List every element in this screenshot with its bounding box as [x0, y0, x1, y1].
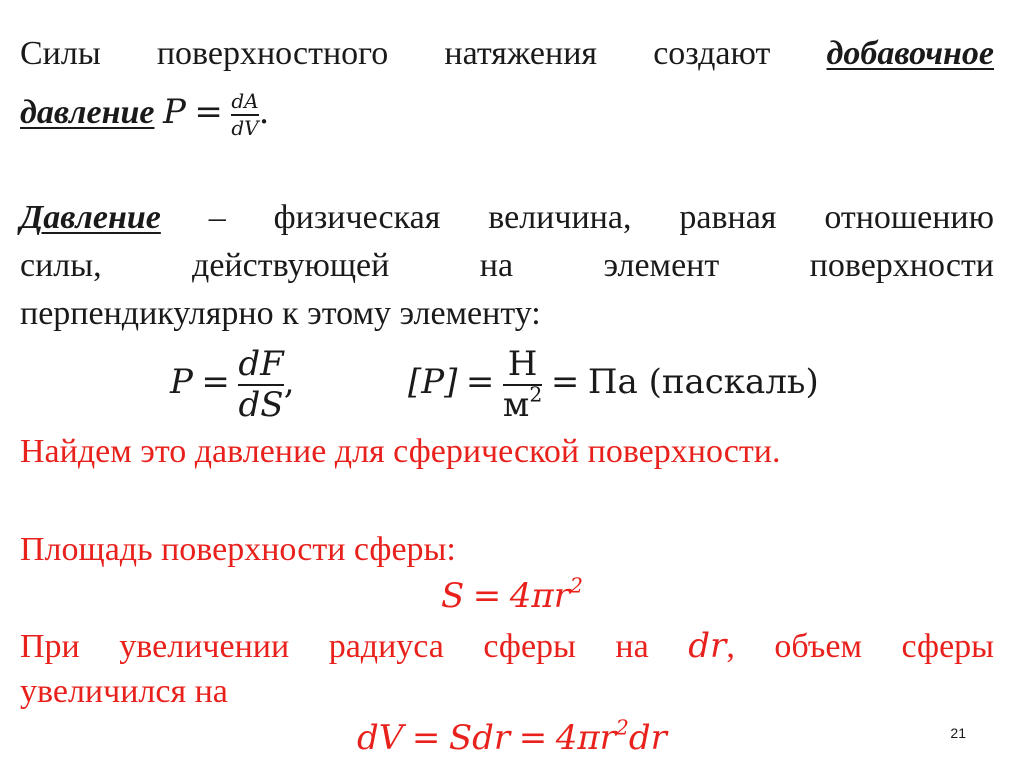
unit-name: Па (паскаль) [587, 362, 819, 402]
sphere-area-label: Площадь поверхности сферы: [20, 531, 456, 568]
formula-p-eq: = [194, 92, 223, 132]
fraction-denominator: dV [231, 116, 259, 141]
pressure-numerator: dF [238, 343, 284, 384]
unit-den-exp: 2 [529, 382, 543, 407]
increase-text-a: При увеличении радиуса сферы на [20, 628, 649, 665]
intro-line-2 [20, 84, 994, 140]
slide-number: 21 [950, 725, 966, 741]
sphere-area-rhs [509, 573, 583, 616]
sphere-area-rhs-exp: 2 [570, 573, 583, 598]
pressure-formula [170, 340, 295, 425]
formula-p-lhs: P [162, 92, 186, 132]
formula-period: . [258, 92, 270, 132]
definition-line-2: силы, действующей на элемент поверхности [20, 247, 994, 284]
intro-line-1 [20, 34, 994, 74]
unit-denominator [502, 382, 543, 426]
volume-formula [0, 715, 1024, 759]
volume-rhs-base: 4πr [555, 718, 616, 758]
unit-numerator: Н [507, 343, 538, 384]
pressure-fraction [238, 343, 284, 426]
unit-fraction [502, 343, 543, 426]
pressure-denominator: dS [238, 385, 284, 426]
unit-den-base: м [502, 385, 530, 426]
volume-eq-2: = [518, 718, 548, 758]
unit-lhs: [P] [408, 362, 458, 402]
sphere-area-formula [0, 573, 1024, 617]
volume-rhs-exp: 2 [615, 715, 629, 740]
pressure-formula-row [0, 340, 1024, 424]
volume-sdr: Sdr [448, 718, 511, 758]
volume-rhs [555, 715, 667, 758]
sphere-area-eq: = [472, 576, 502, 616]
increase-var: dr [688, 626, 727, 666]
increase-line-2: увеличился на [20, 673, 228, 710]
increase-line-1 [20, 626, 994, 667]
sphere-area-lhs: S [440, 576, 465, 616]
unit-eq: = [465, 362, 495, 402]
pressure-lhs: P [170, 362, 193, 402]
unit-eq-2: = [550, 362, 580, 402]
definition-term: Давление [20, 199, 161, 236]
intro-text: Силы поверхностного натяжения создают [20, 35, 771, 72]
volume-dv: dV [357, 718, 404, 758]
find-pressure-text: Найдем это давление для сферической поверхности. [20, 433, 781, 470]
fraction-numerator: dA [231, 89, 259, 114]
intro-emphasis-additional: добавочное [826, 35, 995, 72]
definition-text-1: – физическая величина, равная отношению [160, 199, 994, 236]
intro-emphasis-pressure: давление [20, 94, 155, 131]
volume-rhs-dr: dr [628, 718, 667, 758]
definition-line-3: перпендикулярно к этому элементу: [20, 295, 541, 332]
increase-text-b: , объем сферы [726, 628, 994, 665]
unit-formula [408, 340, 819, 425]
volume-eq-1: = [411, 718, 441, 758]
pressure-separator: , [283, 362, 295, 402]
definition-line-1 [20, 198, 994, 238]
pressure-eq: = [201, 362, 230, 402]
sphere-area-rhs-base: 4πr [509, 576, 571, 616]
formula-da-dv [231, 91, 258, 139]
